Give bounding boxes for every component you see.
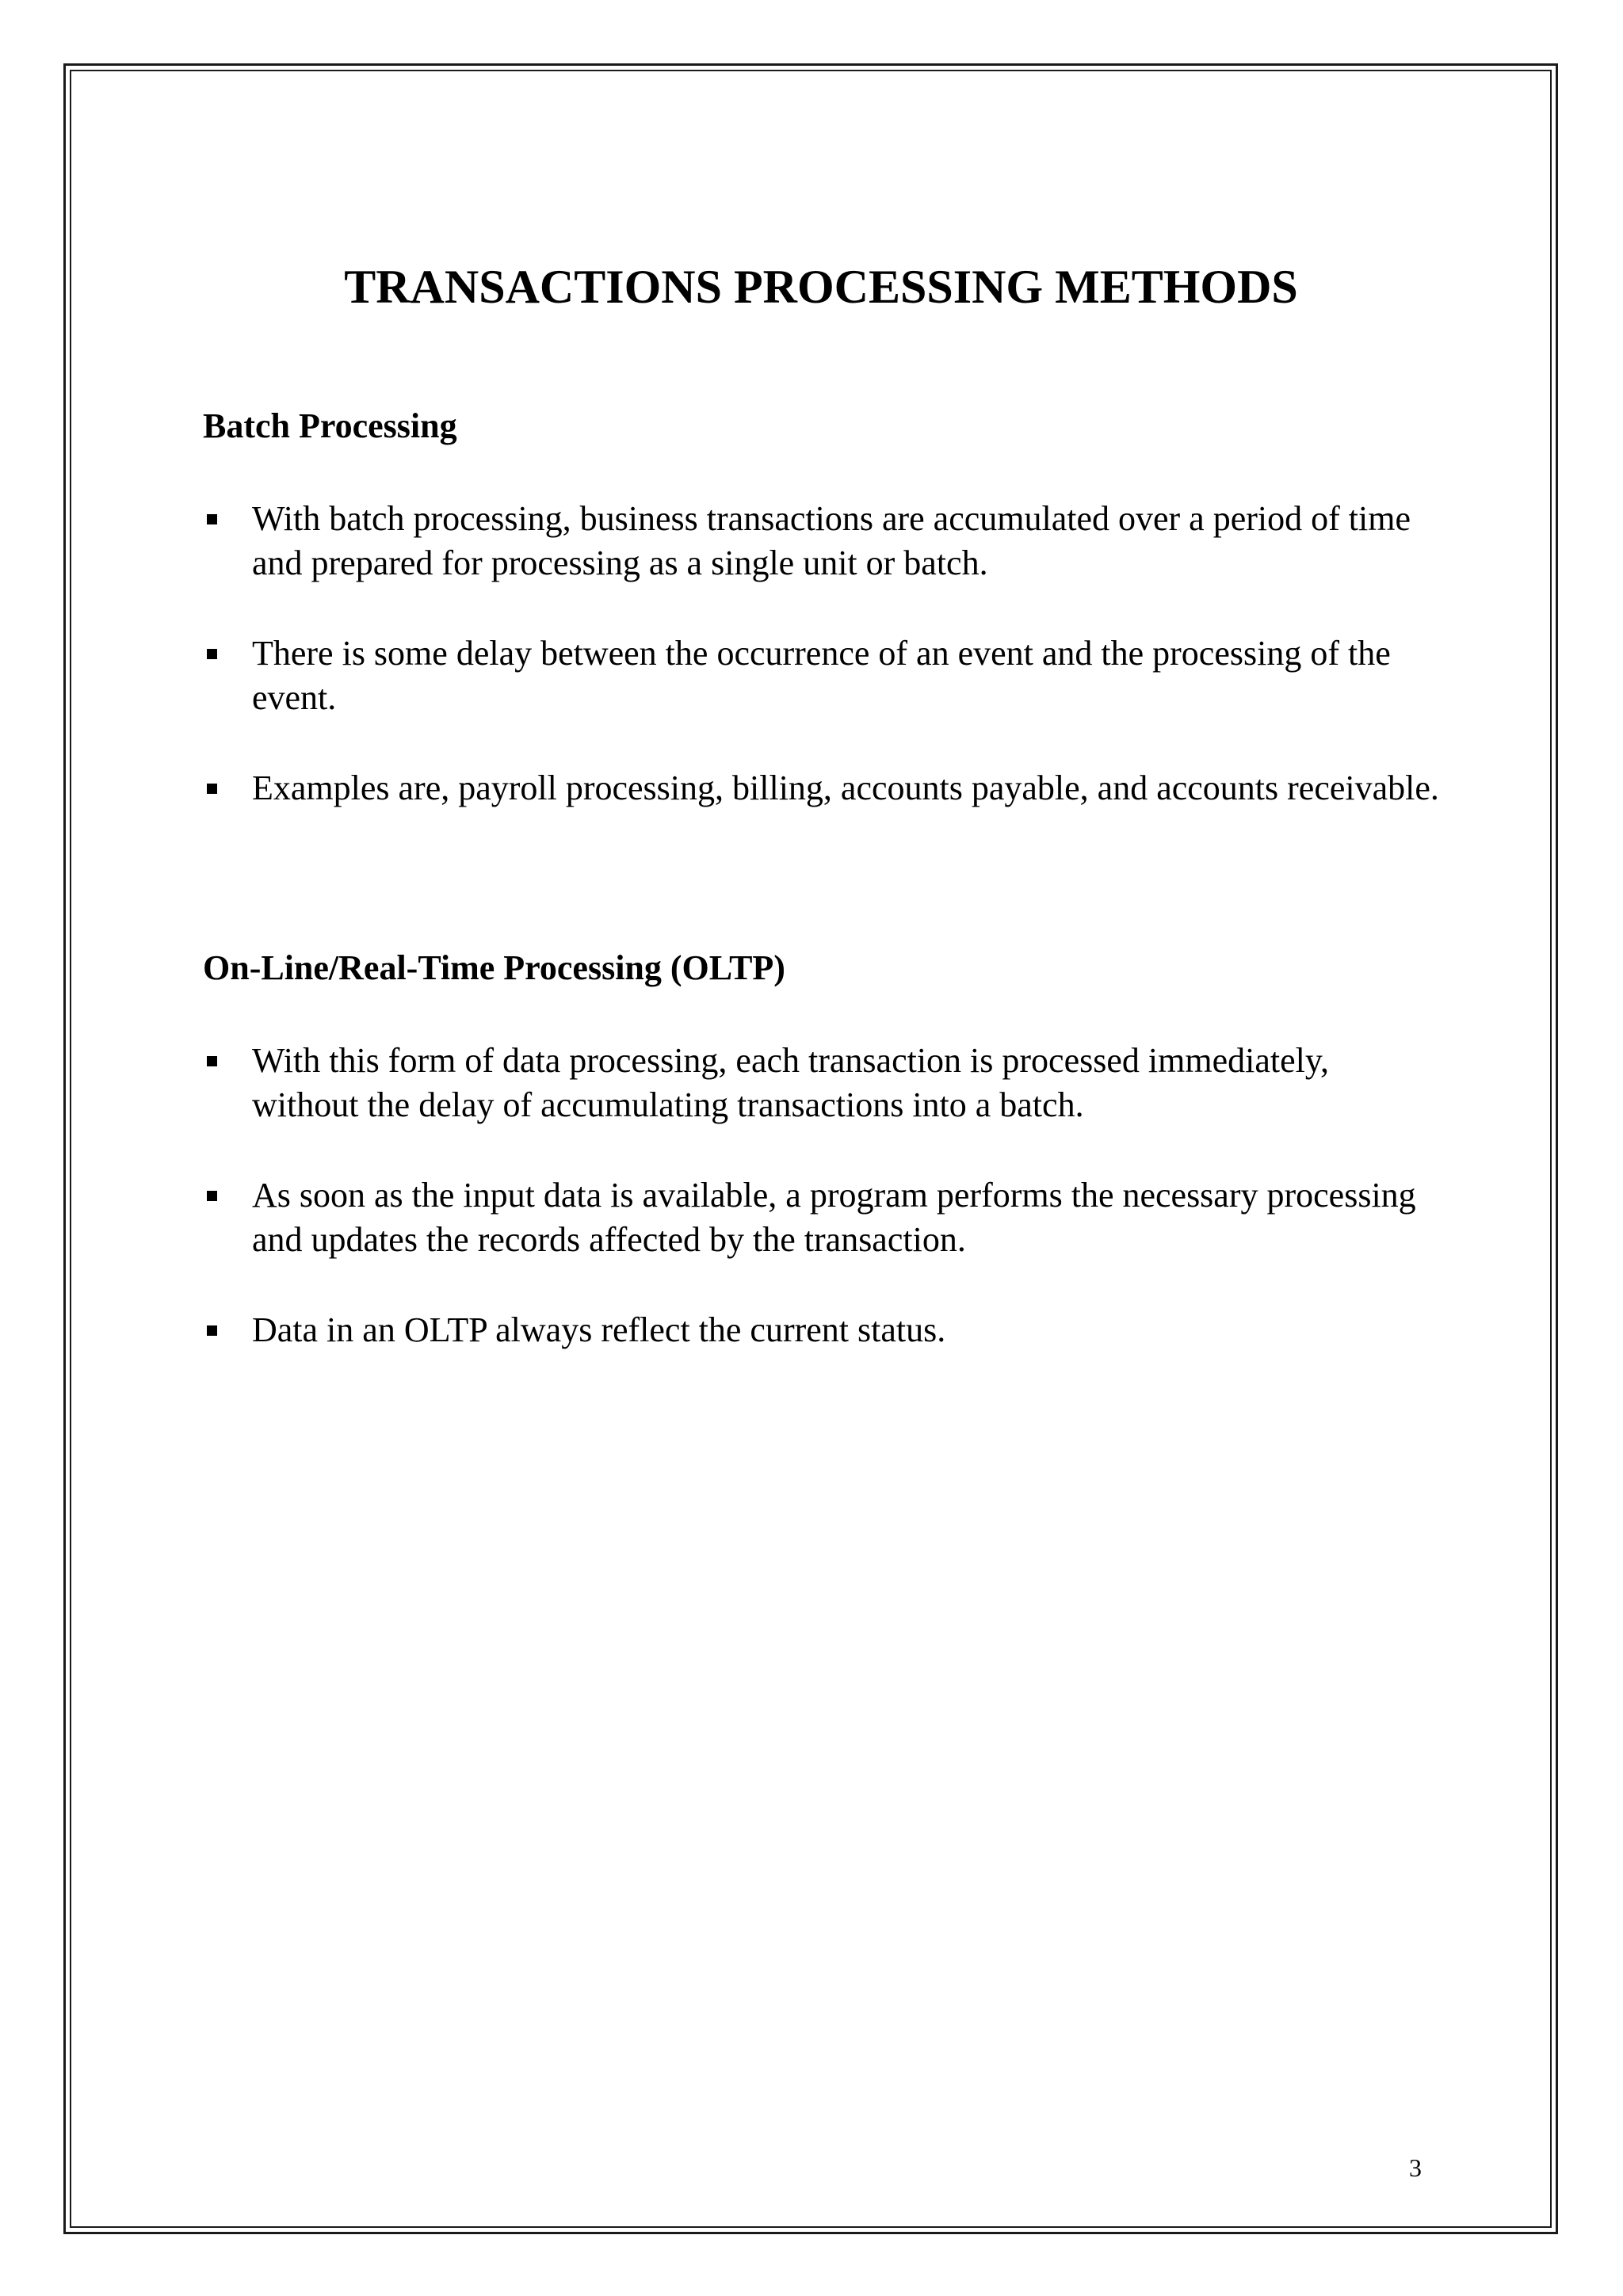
section-heading-oltp: On-Line/Real-Time Processing (OLTP): [203, 948, 785, 987]
list-item: [203, 1308, 1439, 1352]
list-item: [203, 1039, 1439, 1127]
section-heading-batch-processing: Batch Processing: [203, 406, 457, 445]
square-bullet-icon: [207, 784, 217, 794]
square-bullet-icon: [207, 514, 217, 524]
page-number: 3: [1409, 2153, 1422, 2182]
square-bullet-icon: [207, 1191, 217, 1201]
batch-processing-list: [203, 497, 1439, 810]
list-item: [203, 497, 1439, 585]
list-item-text: Data in an OLTP always reflect the current status.: [252, 1310, 946, 1349]
page-title: TRANSACTIONS PROCESSING METHODS: [344, 261, 1298, 313]
list-item: [203, 1173, 1439, 1262]
list-item-text: With batch processing, business transactions are accumulated over a period of time and prepared for processing as a single unit or batch.: [252, 499, 1411, 582]
list-item-text: Examples are, payroll processing, billing, accounts payable, and accounts receivable.: [252, 769, 1439, 807]
oltp-list: [203, 1039, 1439, 1352]
list-item-text: There is some delay between the occurrence of an event and the processing of the event.: [252, 634, 1391, 717]
list-item: [203, 631, 1439, 720]
square-bullet-icon: [207, 1325, 217, 1336]
square-bullet-icon: [207, 649, 217, 659]
list-item-text: As soon as the input data is available, a program performs the necessary processing and updates the records affected by the transaction.: [252, 1176, 1416, 1259]
square-bullet-icon: [207, 1056, 217, 1066]
list-item: [203, 766, 1439, 810]
list-item-text: With this form of data processing, each transaction is processed immediately, without the delay of accumulating transactions into a batch.: [252, 1041, 1329, 1124]
